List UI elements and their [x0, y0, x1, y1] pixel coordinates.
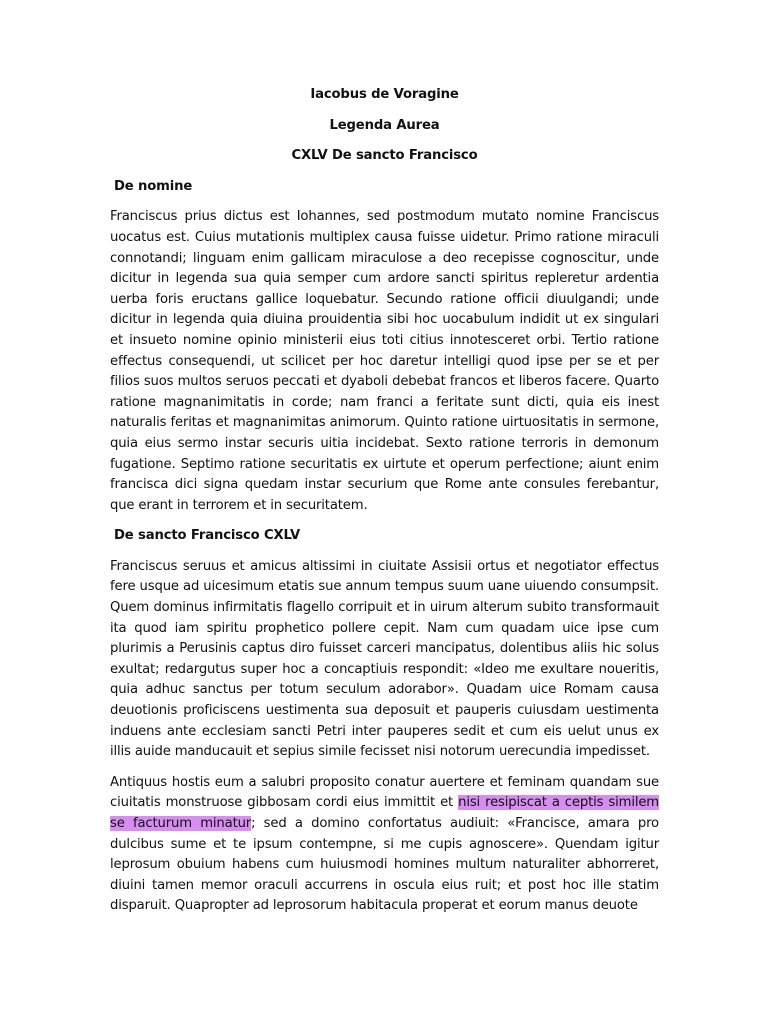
document-page [110, 85, 659, 927]
paragraph-text-before-highlight: Antiquus hostis eum a salubri proposito conatur auertere et feminam quandam sue ciuitatis monstruose gibbosam cordi eius immittit et [110, 774, 659, 811]
section-heading-de-sancto-francisco: De sancto Francisco CXLV [114, 528, 301, 544]
paragraph-de-nomine: Franciscus prius dictus est Iohannes, sed postmodum mutato nomine Franciscus uocatus est. Cuius mutationis multiplex causa fuisse uidetur. Primo ratione miraculi connotandi; linguam enim gallicam miraculose a deo recepisse cognoscitur, unde dicitur in legenda sua quia semper cum ardore sancti spiritus repleretur ardentia uerba foris eructans gallice loquebatur. Secundo ratione officii diuulgandi; unde dicitur in legenda quia diuina prouidentia sibi hoc uocabulum indidit ut ex singulari et insueto nomine opinio ministerii eius toti citius innotesceret orbi. Tertio ratione effectus consequendi, ut scilicet per hoc daretur intelligi quod ipse per se et per filios suos multos seruos peccati et dyaboli debebat francos et liberos facere. Quarto ratione magnanimitatis in corde; nam franci a feritate sunt dicti, quia eis inest naturalis feritas et magnanimitas animorum. Quinto ratione uirtuositatis in sermone, quia eius sermo instar securis uitia incidebat. Sexto ratione terroris in demonum fugatione. Septimo ratione securitatis ex uirtute et operum perfectione; aiunt enim francisca dici signa quedam instar securium que Rome ante consules ferebantur, que erant in terrorem et in securitatem. [110, 209, 659, 513]
paragraph-text-after-highlight: ; sed a domino confortatus audiuit: «Francisce, amara pro dulcibus sume et te ipsum contempne, si me cupis agnoscere». Quendam igitur leprosum obuium habens cum huiusmodi homines multum naturaliter abhorreret, diuini tamen memor oraculi accurrens in oscula eius ruit; et post hoc ille statim disparuit. Quapropter ad leprosorum habitacula properat et eorum manus deuote [110, 816, 659, 914]
paragraph-francisco-2 [110, 773, 659, 917]
work-title: Legenda Aurea [329, 117, 440, 133]
chapter-title: CXLV De sancto Francisco [291, 148, 478, 164]
paragraph-francisco-1: Franciscus seruus et amicus altissimi in ciuitate Assisii ortus et negotiator effectus fere usque ad uicesimum etatis sue annum tempus suum uane uiuendo consumpsit. Quem dominus infirmitatis flagello corripuit et in uirum alterum subito transformauit ita quod iam spiritu prophetico pollere cepit. Nam cum quadam uice ipse cum plurimis a Perusinis captus diro fuisset carceri mancipatus, dolentibus aliis hic solus exultat; redargutus super hoc a concaptiuis respondit: «Ideo me exultare noueritis, quia adhuc sanctus per totum seculum adorabor». Quadam uice Romam causa deuotionis proficiscens uestimenta sua deposuit et pauperis cuiusdam uestimenta induens ante ecclesiam sancti Petri inter pauperes sedit et cum eis uelut unus ex illis auide manducauit et sepius simile fecisset nisi notorum uerecundia impedisset. [110, 558, 659, 760]
section-heading-de-nomine: De nomine [114, 178, 193, 194]
highlighted-text[interactable]: nisi resipiscat a ceptis similem se facturum minatur [110, 795, 660, 831]
author-title: Iacobus de Voragine [310, 87, 459, 102]
